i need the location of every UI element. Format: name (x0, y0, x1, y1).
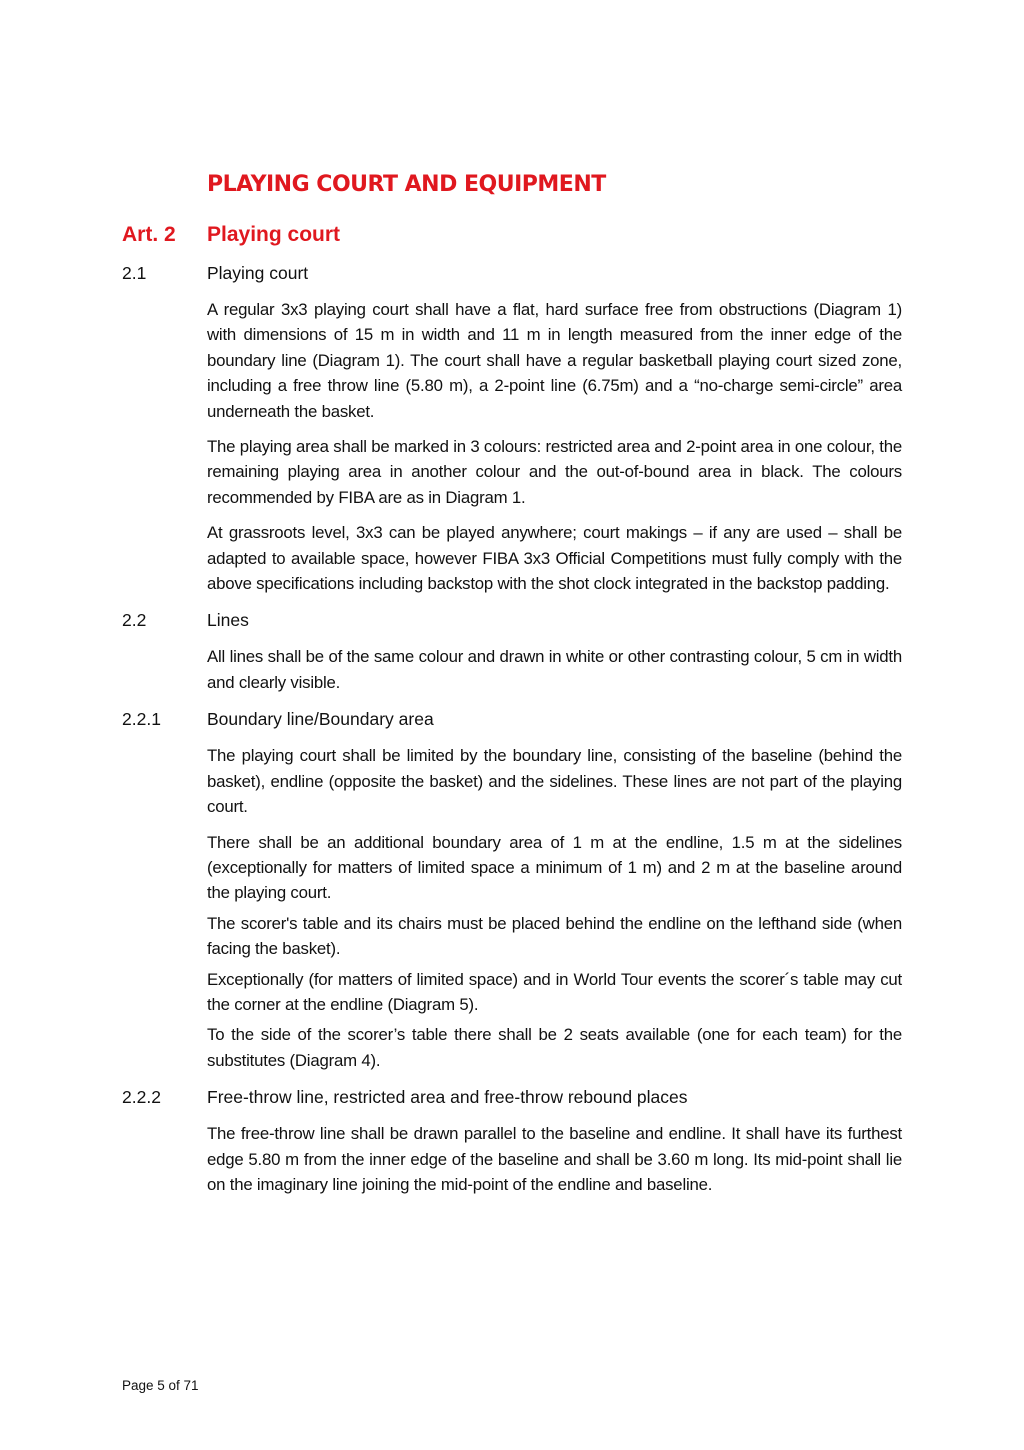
document-body (122, 262, 902, 1197)
article-title: Playing court (207, 223, 341, 246)
section-number: 2.1 (122, 263, 147, 283)
page-number: Page 5 of 71 (122, 1378, 199, 1393)
paragraph: The playing area shall be marked in 3 colours: restricted area and 2-point area in one colour, the remaining playing area in another colour and the out-of-bound area in black. The colours recommended by FIBA are as in Diagram 1. (207, 437, 902, 507)
section-2-2-2 (122, 1086, 902, 1197)
section-heading (122, 262, 902, 284)
section-title: Playing court (207, 263, 309, 283)
paragraph: To the side of the scorer’s table there shall be 2 seats available (one for each team) for the substitutes (Diagram 4). (207, 1025, 902, 1070)
paragraph: The free-throw line shall be drawn parallel to the baseline and endline. It shall have its furthest edge 5.80 m from the inner edge of the baseline and shall be 3.60 m long. Its mid-point shall lie on the imaginary line joining the mid-point of the endline and baseline. (207, 1124, 902, 1194)
section-number: 2.2 (122, 610, 147, 631)
paragraph: There shall be an additional boundary area of 1 m at the endline, 1.5 m at the sidelines (exceptionally for matters of limited space a minimum of 1 m) and 2 m at the baseline around the playing court. (207, 832, 902, 903)
section-title: Lines (207, 610, 249, 631)
section-heading (122, 1086, 902, 1108)
article-number: Art. 2 (122, 223, 176, 246)
section-2-1 (122, 262, 902, 596)
section-heading (122, 609, 902, 631)
section-2-2 (122, 609, 902, 695)
section-2-2-1 (122, 708, 902, 1073)
paragraph: All lines shall be of the same colour and drawn in white or other contrasting colour, 5 cm in width and clearly visible. (207, 647, 902, 692)
section-title: Free-throw line, restricted area and free-throw rebound places (207, 1087, 688, 1108)
section-heading (122, 708, 902, 730)
section-number: 2.2.1 (122, 709, 161, 730)
paragraph: Exceptionally (for matters of limited space) and in World Tour events the scorer´s table may cut the corner at the endline (Diagram 5). (207, 969, 902, 1014)
paragraph: A regular 3x3 playing court shall have a flat, hard surface free from obstructions (Diagram 1) with dimensions of 15 m in width and 11 m in length measured from the inner edge of the boundary line (Diagram 1). The court shall have a regular basketball playing court sized zone, including a free throw line (5.80 m), a 2-point line (6.75m) and a “no-charge semi-circle” area underneath the basket. (207, 300, 902, 421)
chapter-title: PLAYING COURT AND EQUIPMENT (207, 172, 606, 197)
section-title: Boundary line/Boundary area (207, 709, 434, 730)
paragraph: The scorer's table and its chairs must be placed behind the endline on the lefthand side (when facing the basket). (207, 913, 902, 959)
paragraph: The playing court shall be limited by the boundary line, consisting of the baseline (behind the basket), endline (opposite the basket) and the sidelines. These lines are not part of the playing court. (207, 746, 902, 817)
paragraph: At grassroots level, 3x3 can be played anywhere; court makings – if any are used – shall be adapted to available space, however FIBA 3x3 Official Competitions must fully comply with the above specifications including backstop with the shot clock integrated in the backstop padding. (207, 523, 902, 594)
section-number: 2.2.2 (122, 1087, 161, 1108)
